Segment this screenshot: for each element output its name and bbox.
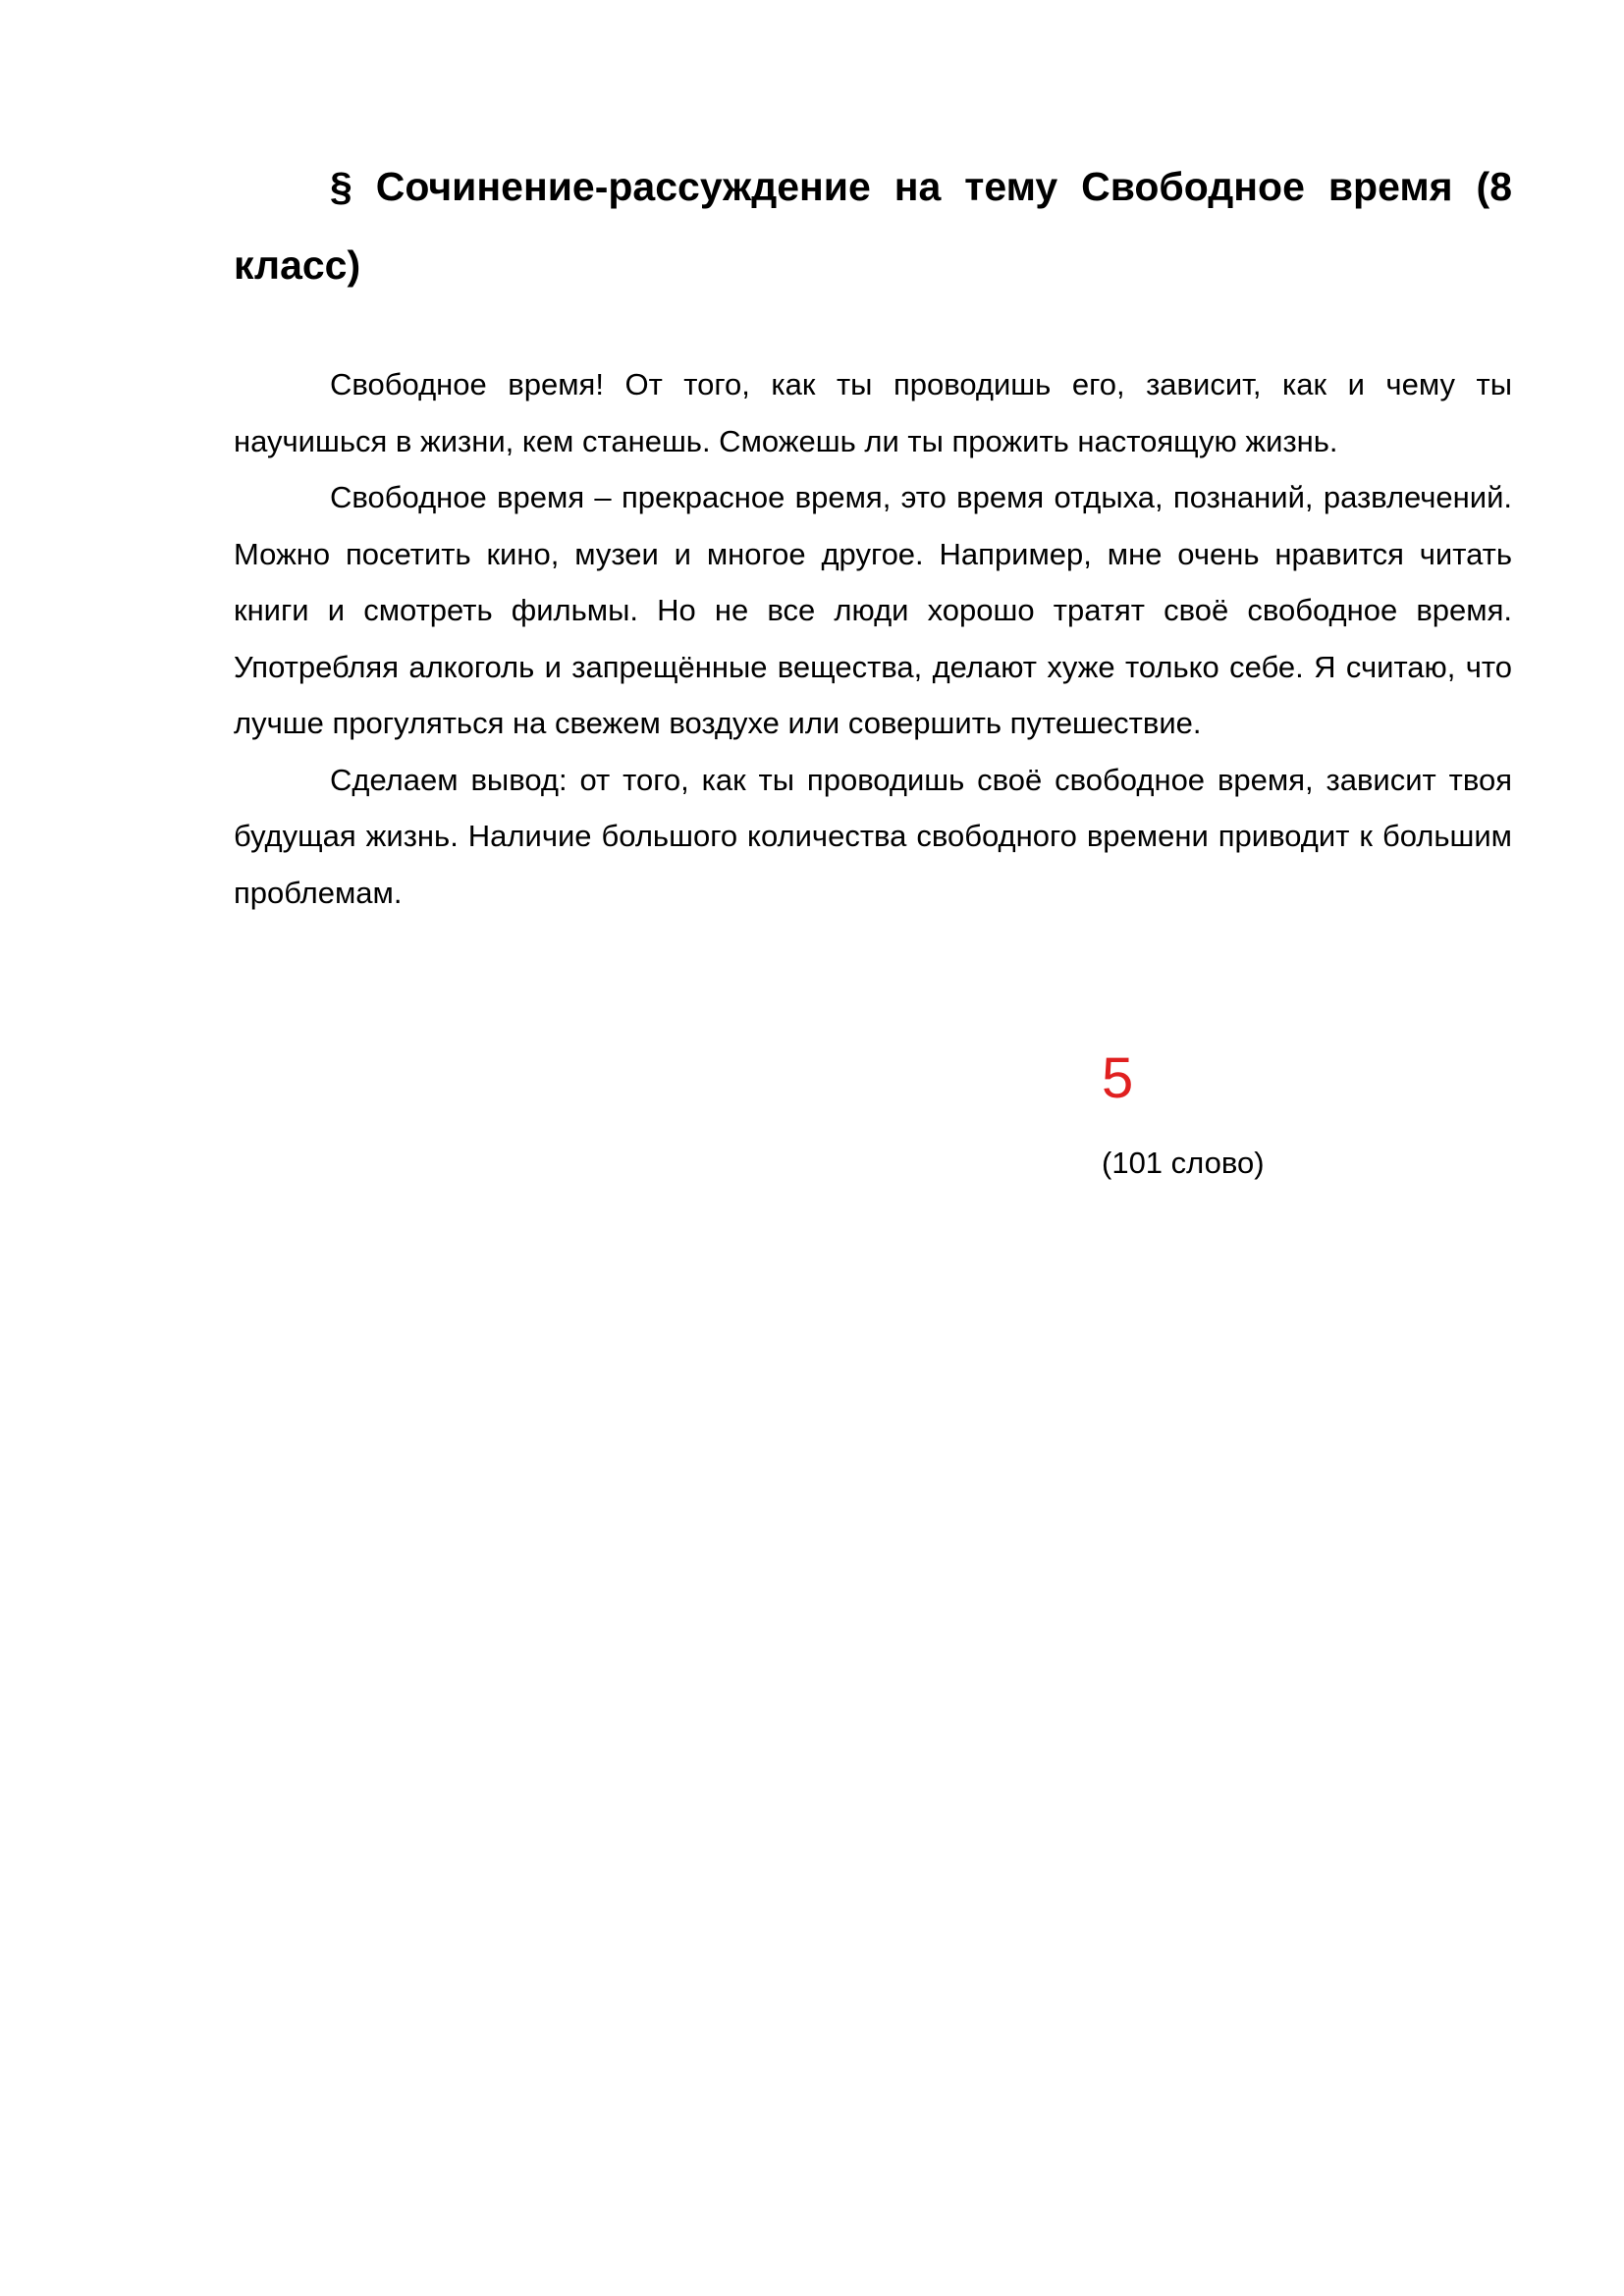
essay-title: § Сочинение-рассуждение на тему Свободное время (8 класс): [234, 164, 1512, 288]
essay-paragraph-1: Свободное время! От того, как ты проводишь его, зависит, как и чему ты научишься в жизни, кем станешь. Сможешь ли ты прожить настоящую жизнь.: [234, 367, 1512, 458]
essay-body: [234, 356, 1512, 921]
grade-mark: 5: [1102, 1046, 1134, 1110]
essay-paragraph-3: Сделаем вывод: от того, как ты проводишь своё свободное время, зависит твоя будущая жизнь. Наличие большого количества свободного времени приводит к большим проблемам.: [234, 762, 1512, 910]
word-count: (101 слово): [1102, 1146, 1265, 1180]
essay-paragraph-2: Свободное время – прекрасное время, это время отдыха, познаний, развлечений. Можно посетить кино, музеи и многое другое. Например, мне очень нравится читать книги и смотреть фильмы. Но не все люди хорошо тратят своё свободное время. Употребляя алкоголь и запрещённые вещества, делают хуже только себе. Я считаю, что лучше прогуляться на свежем воздухе или совершить путешествие.: [234, 480, 1512, 740]
